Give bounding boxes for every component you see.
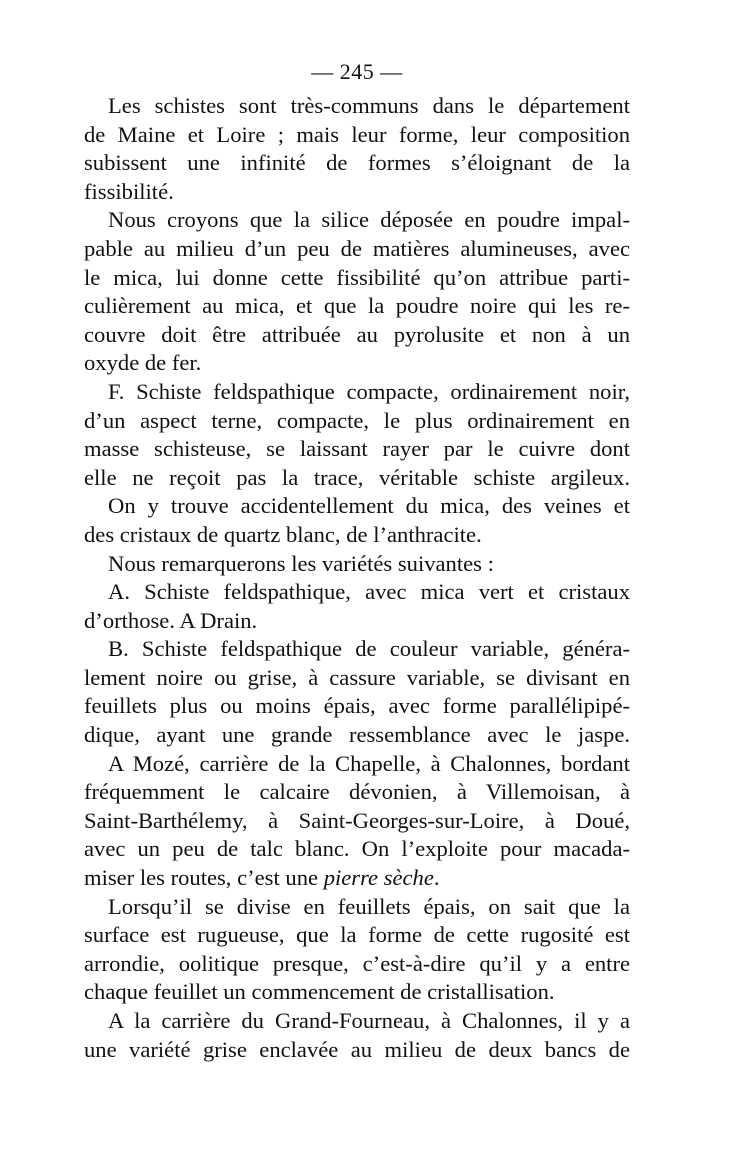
text-line: masse schisteuse, se laissant rayer par le cuivre dont	[84, 436, 630, 462]
italic-term: pierre sèche	[323, 865, 434, 891]
text-line: arrondie, oolitique presque, c’est-à-dire qu’il y a entre	[84, 950, 630, 976]
text-line: F. Schiste feldspathique compacte, ordinairement noir,	[108, 378, 630, 404]
text-line: de Maine et Loire ; mais leur forme, leur composition	[84, 121, 630, 147]
paragraph-variete-a	[84, 578, 630, 635]
text-line: surface est rugueuse, que la forme de cette rugosité est	[84, 922, 630, 948]
text-line: Nous remarquerons les variétés suivantes :	[108, 550, 494, 576]
text-line: oxyde de fer.	[84, 350, 202, 376]
text-line: Saint-Barthélemy, à Saint-Georges-sur-Loire, à Doué,	[84, 807, 630, 833]
paragraph-moze	[84, 750, 630, 893]
text-line: Nous croyons que la silice déposée en poudre impal-	[108, 207, 630, 233]
text-line: A la carrière du Grand-Fourneau, à Chalonnes, il y a	[108, 1008, 630, 1033]
paragraph-variete-b	[84, 635, 630, 749]
text-line: subissent une infinité de formes s’éloignant de la	[84, 150, 630, 176]
paragraph-schiste-feldspathique-compacte	[84, 378, 630, 492]
paragraph-silice	[84, 206, 630, 378]
text-line: On y trouve accidentellement du mica, des veines et	[108, 493, 630, 519]
text-line: elle ne reçoit pas la trace, véritable schiste argileux.	[84, 464, 630, 490]
text-line: feuillets plus ou moins épais, avec forme parallélipipé-	[84, 693, 630, 719]
text-line: fissibilité.	[84, 178, 174, 204]
paragraph-accidentellement	[84, 492, 630, 549]
text-line: A Mozé, carrière de la Chapelle, à Chalonnes, bordant	[108, 750, 630, 776]
text-line: Lorsqu’il se divise en feuillets épais, on sait que la	[108, 893, 630, 919]
text-fragment: .	[433, 865, 440, 891]
text-line: d’un aspect terne, compacte, le plus ordinairement en	[84, 407, 630, 433]
text-line: avec un peu de talc blanc. On l’exploite pour macada-	[84, 836, 630, 862]
text-line: d’orthose. A Drain.	[84, 607, 258, 633]
text-line: une variété grise enclavée au milieu de deux bancs de	[84, 1036, 630, 1062]
text-line: culièrement au mica, et que la poudre noire qui les re-	[84, 293, 630, 319]
paragraph-grand-fourneau	[84, 1007, 630, 1064]
text-line: lement noire ou grise, à cassure variable, se divisant en	[84, 664, 630, 690]
paragraph-feuillets-epais	[84, 893, 630, 1007]
text-line: A. Schiste feldspathique, avec mica vert et cristaux	[108, 579, 630, 605]
text-fragment: miser les routes, c’est une	[84, 865, 324, 891]
text-line: couvre doit être attribuée au pyrolusite et non à un	[84, 321, 630, 347]
text-line: Les schistes sont très-communs dans le département	[108, 93, 630, 118]
text-line: fréquemment le calcaire dévonien, à Villemoisan, à	[84, 779, 630, 805]
page-number: — 245 —	[311, 59, 403, 84]
text-line: dique, ayant une grande ressemblance avec le jaspe.	[84, 722, 630, 748]
text-line: B. Schiste feldspathique de couleur variable, généra-	[108, 636, 630, 662]
text-line: des cristaux de quartz blanc, de l’anthracite.	[84, 521, 482, 547]
text-line: chaque feuillet un commencement de cristallisation.	[84, 979, 555, 1005]
text-line: le mica, lui donne cette fissibilité qu’on attribue parti-	[84, 264, 630, 290]
text-line-with-italic	[84, 864, 630, 893]
text-line: pable au milieu d’un peu de matières alumineuses, avec	[84, 235, 630, 261]
paragraph-varietes	[84, 550, 630, 579]
book-page	[84, 58, 630, 1064]
paragraph-schistes-communs	[84, 92, 630, 206]
